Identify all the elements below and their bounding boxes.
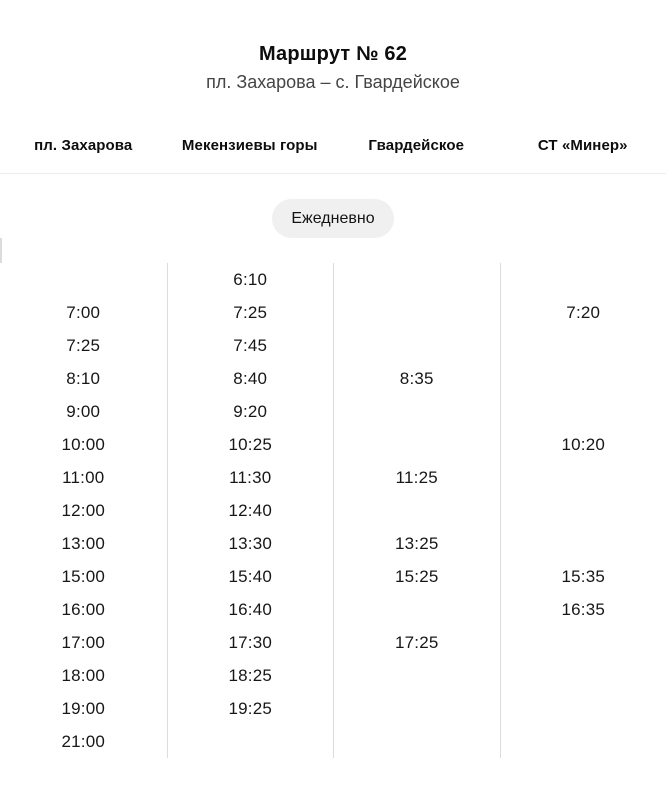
column-header: Мекензиевы горы	[181, 137, 318, 154]
schedule-empty-cell	[167, 725, 334, 758]
schedule-empty-cell	[500, 626, 666, 659]
schedule-empty-cell	[500, 329, 666, 362]
column-header: Гвардейское	[368, 137, 465, 154]
schedule-empty-cell	[333, 395, 500, 428]
schedule-empty-cell	[500, 527, 666, 560]
schedule-empty-cell	[333, 659, 500, 692]
schedule-time-cell: 11:00	[62, 467, 105, 487]
schedule-time-cell: 12:00	[61, 500, 106, 520]
schedule-time-cell: 17:30	[167, 626, 334, 659]
header-divider	[0, 173, 666, 174]
schedule-empty-cell	[500, 494, 666, 527]
badge-row	[0, 199, 666, 238]
schedule-grid	[0, 263, 666, 758]
schedule-empty-cell	[333, 329, 500, 362]
schedule-empty-cell	[500, 725, 666, 758]
schedule-empty-cell	[500, 395, 666, 428]
schedule-time-cell: 11:30	[167, 461, 334, 494]
schedule-time-cell: 21:00	[61, 731, 106, 751]
schedule-time-cell: 11:25	[333, 461, 500, 494]
schedule-time-cell: 10:25	[167, 428, 334, 461]
schedule-time-cell: 7:25	[167, 296, 334, 329]
schedule-time-cell: 6:10	[167, 263, 334, 296]
schedule-time-cell: 18:00	[61, 665, 106, 685]
schedule-empty-cell	[333, 296, 500, 329]
schedule-time-cell: 19:25	[167, 692, 334, 725]
schedule-time-cell: 16:40	[167, 593, 334, 626]
route-subtitle: пл. Захарова – с. Гвардейское	[206, 72, 460, 92]
schedule-empty-cell	[333, 692, 500, 725]
schedule-time-cell: 18:25	[167, 659, 334, 692]
schedule-empty-cell	[333, 428, 500, 461]
schedule-time-cell: 7:20	[500, 296, 666, 329]
schedule-empty-cell	[500, 692, 666, 725]
schedule-empty-cell	[500, 659, 666, 692]
schedule-time-cell: 8:40	[167, 362, 334, 395]
schedule-time-cell: 15:00	[61, 566, 106, 586]
schedule-time-cell: 10:00	[61, 434, 106, 454]
schedule-time-cell: 16:00	[61, 599, 106, 619]
column-header: пл. Захарова	[34, 137, 133, 154]
schedule-time-cell: 12:40	[167, 494, 334, 527]
schedule-empty-cell	[333, 494, 500, 527]
schedule-time-cell: 7:45	[167, 329, 334, 362]
schedule-empty-cell	[333, 593, 500, 626]
schedule-time-cell: 10:20	[500, 428, 666, 461]
day-filter-badge[interactable]: Ежедневно	[272, 199, 393, 238]
schedule-empty-cell	[500, 263, 666, 296]
schedule-empty-cell	[333, 263, 500, 296]
schedule-time-cell: 7:25	[66, 335, 101, 355]
schedule-time-cell: 17:25	[333, 626, 500, 659]
schedule-time-cell: 13:25	[333, 527, 500, 560]
schedule-time-cell: 8:10	[66, 368, 101, 388]
schedule-time-cell: 19:00	[61, 698, 106, 718]
schedule-time-cell: 8:35	[333, 362, 500, 395]
schedule-time-cell: 15:25	[333, 560, 500, 593]
schedule-empty-cell	[333, 725, 500, 758]
schedule-time-cell: 17:00	[61, 632, 106, 652]
column-headers	[0, 136, 666, 156]
schedule-time-cell: 9:20	[167, 395, 334, 428]
column-header: СТ «Минер»	[537, 137, 628, 154]
schedule-empty-cell	[500, 461, 666, 494]
schedule-time-cell: 15:40	[167, 560, 334, 593]
schedule-time-cell: 16:35	[500, 593, 666, 626]
schedule-time-cell: 9:00	[66, 401, 101, 421]
left-edge-divider-fragment	[0, 238, 2, 263]
schedule-empty-cell	[500, 362, 666, 395]
schedule-time-cell: 7:00	[66, 302, 101, 322]
schedule-time-cell: 13:30	[167, 527, 334, 560]
route-title: Маршрут № 62	[258, 43, 408, 65]
schedule-time-cell: 13:00	[61, 533, 106, 553]
schedule-empty-cell	[0, 263, 167, 296]
schedule-time-cell: 15:35	[500, 560, 666, 593]
